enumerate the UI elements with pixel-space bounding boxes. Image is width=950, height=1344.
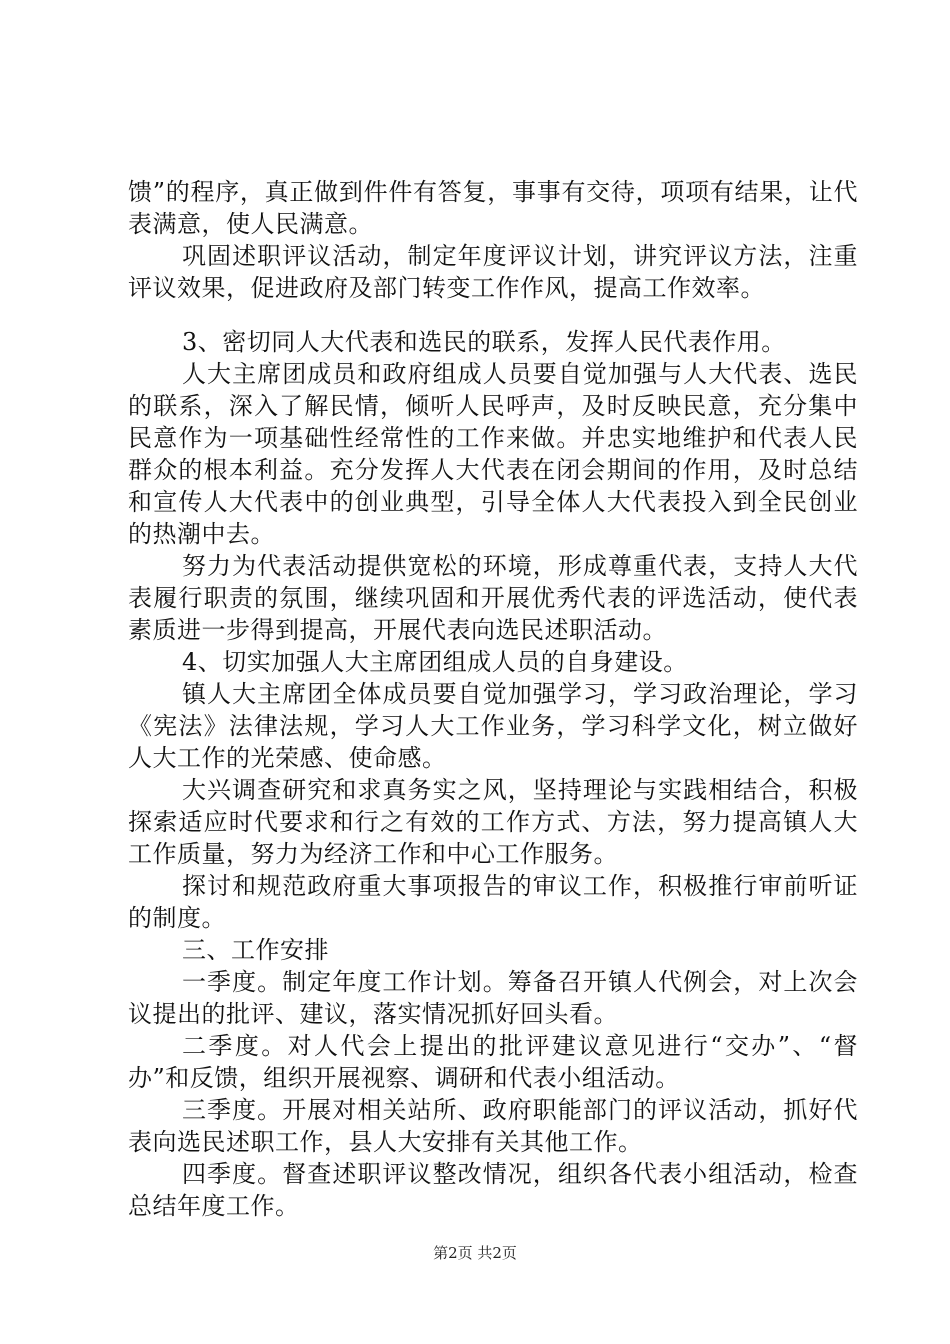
paragraph-q3: 三季度。开展对相关站所、政府职能部门的评议活动，抓好代表向选民述职工作，县人大安排有关其他工作。 [128, 1096, 858, 1156]
page-footer: 第2页 共2页 [433, 1244, 517, 1262]
document-body [128, 176, 858, 1222]
paragraph-hearing: 探讨和规范政府重大事项报告的审议工作，积极推行审前听证的制度。 [128, 872, 858, 932]
paragraph-q2: 二季度。对人代会上提出的批评建议意见进行“交办”、“督办”和反馈，组织开展视察、调研和代表小组活动。 [128, 1032, 858, 1092]
paragraph-q4: 四季度。督查述职评议整改情况，组织各代表小组活动，检查总结年度工作。 [128, 1160, 858, 1220]
paragraph-study: 镇人大主席团全体成员要自觉加强学习，学习政治理论，学习《宪法》法律法规，学习人大工作业务，学习科学文化，树立做好人大工作的光荣感、使命感。 [128, 680, 858, 772]
section-heading-work-schedule: 三、工作安排 [182, 936, 329, 964]
paragraph-deputy-environment: 努力为代表活动提供宽松的环境，形成尊重代表，支持人大代表履行职责的氛围，继续巩固和开展优秀代表的评选活动，使代表素质进一步得到提高，开展代表向选民述职活动。 [128, 552, 858, 644]
section-heading-4: 4、切实加强人大主席团组成人员的自身建设。 [182, 648, 688, 676]
paragraph-review-activities: 巩固述职评议活动，制定年度评议计划，讲究评议方法，注重评议效果，促进政府及部门转变工作作风，提高工作效率。 [128, 242, 858, 302]
paragraph-continuation: 馈”的程序，真正做到件件有答复，事事有交待，项项有结果，让代表满意，使人民满意。 [128, 178, 858, 238]
paragraph-q1: 一季度。制定年度工作计划。筹备召开镇人代例会，对上次会议提出的批评、建议，落实情况抓好回头看。 [128, 968, 858, 1028]
section-heading-3: 3、密切同人大代表和选民的联系，发挥人民代表作用。 [182, 328, 786, 356]
paragraph-contact-deputies: 人大主席团成员和政府组成人员要自觉加强与人大代表、选民的联系，深入了解民情，倾听人民呼声，及时反映民意，充分集中民意作为一项基础性经常性的工作来做。并忠实地维护和代表人民群众的根本利益。充分发挥人大代表在闭会期间的作用，及时总结和宣传人大代表中的创业典型，引导全体人大代表投入到全民创业的热潮中去。 [128, 360, 858, 548]
paragraph-research: 大兴调查研究和求真务实之风，坚持理论与实践相结合，积极探索适应时代要求和行之有效的工作方式、方法，努力提高镇人大工作质量，努力为经济工作和中心工作服务。 [128, 776, 858, 868]
